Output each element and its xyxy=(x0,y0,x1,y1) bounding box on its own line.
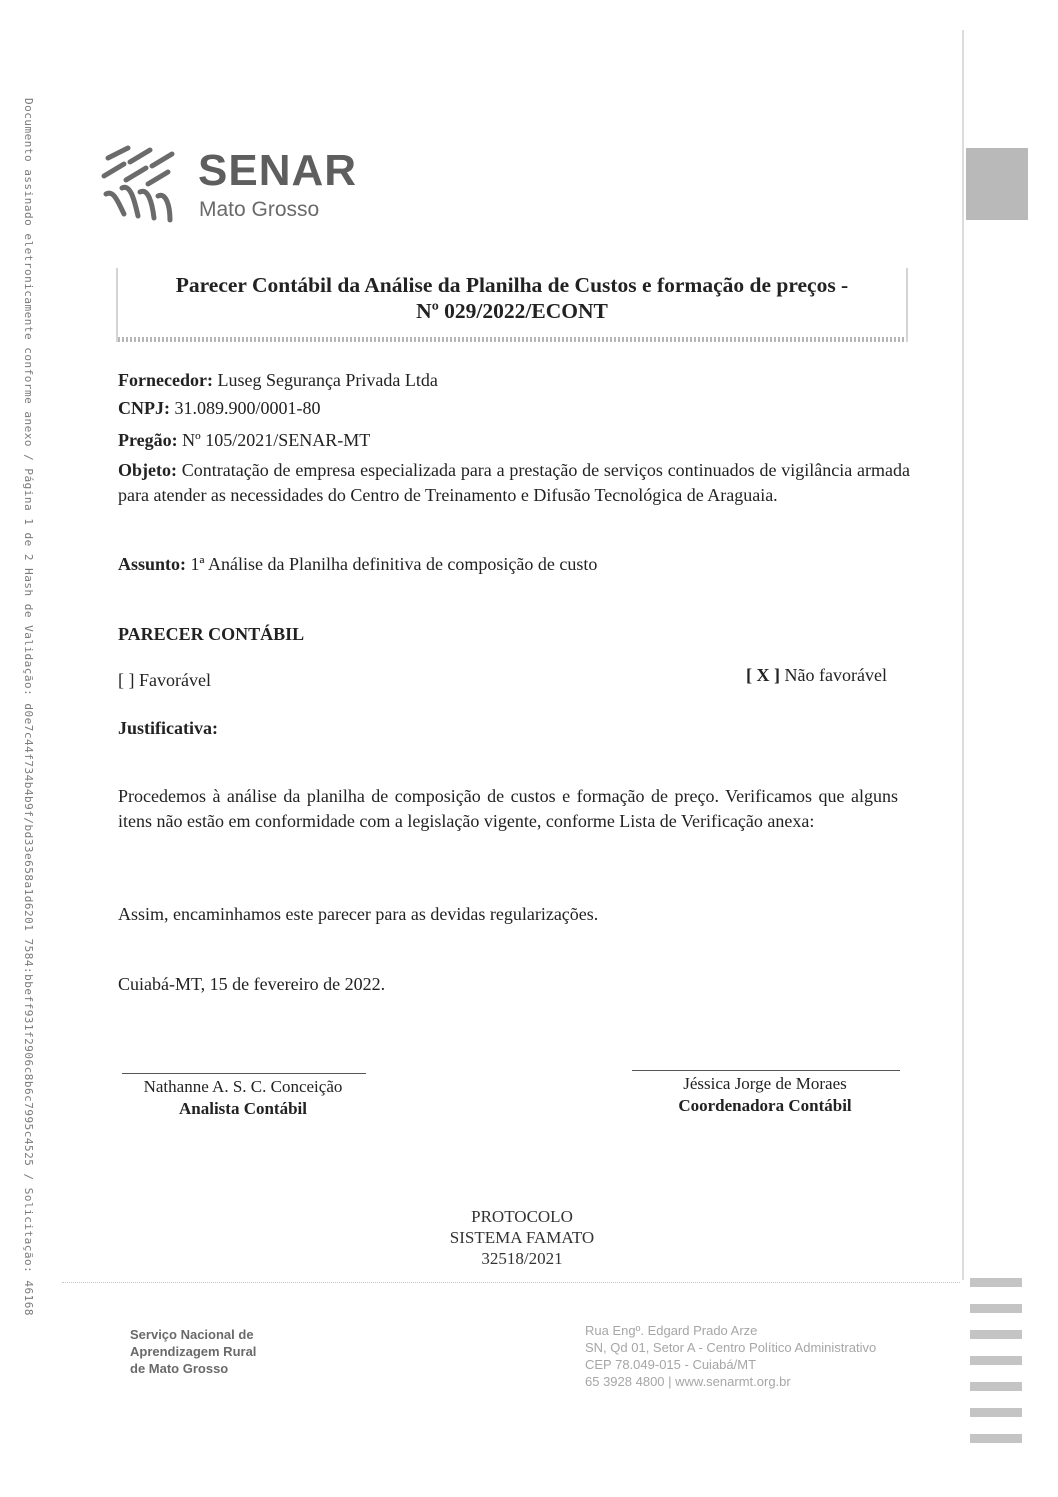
fornecedor-value: Luseg Segurança Privada Ltda xyxy=(217,370,438,390)
justificativa-heading: Justificativa: xyxy=(118,718,218,738)
title-underline xyxy=(118,337,906,342)
nao-favoravel-option xyxy=(746,663,887,687)
favoravel-label: Favorável xyxy=(139,670,211,690)
cnpj-row xyxy=(118,396,321,420)
objeto-label: Objeto: xyxy=(118,460,177,480)
title-line-1: Parecer Contábil da Análise da Planilha de Custos e formação de preços - xyxy=(175,273,849,297)
date-line: Cuiabá-MT, 15 de fevereiro de 2022. xyxy=(118,974,386,994)
assunto-label: Assunto: xyxy=(118,554,187,574)
protocol-number: 32518/2021 xyxy=(481,1249,563,1268)
objeto-paragraph xyxy=(118,458,910,508)
footer-addr-line-4: 65 3928 4800 | www.senarmt.org.br xyxy=(585,1374,791,1389)
signature-line-1 xyxy=(122,1073,366,1074)
protocol-line-1: PROTOCOLO xyxy=(471,1207,573,1226)
signature-block-2 xyxy=(630,1073,900,1117)
scan-edge-bar xyxy=(962,30,964,1280)
footer-org-line-2: Aprendizagem Rural xyxy=(130,1344,257,1359)
protocol-stamp xyxy=(400,1206,644,1269)
assunto-row xyxy=(118,552,597,576)
favoravel-checkbox: [ ] xyxy=(118,670,135,690)
signature-block-1 xyxy=(112,1076,374,1120)
conclusion-paragraph: Assim, encaminhamos este parecer para as devidas regularizações. xyxy=(118,904,599,924)
footer-organization xyxy=(130,1326,256,1377)
footer-divider xyxy=(62,1282,960,1283)
signature-line-2 xyxy=(632,1070,900,1071)
cnpj-value: 31.089.900/0001-80 xyxy=(174,398,321,418)
footer-addr-line-1: Rua Engº. Edgard Prado Arze xyxy=(585,1323,758,1338)
favoravel-option xyxy=(118,668,211,692)
pregao-value: Nº 105/2021/SENAR-MT xyxy=(182,430,371,450)
logo-name: SENAR xyxy=(198,146,358,195)
footer-addr-line-2: SN, Qd 01, Setor A - Centro Político Administrativo xyxy=(585,1340,877,1355)
signatory-role-1: Analista Contábil xyxy=(179,1099,307,1118)
digital-signature-stamp: Documento assinado eletronicamente conforme anexo / Página 1 de 2 Hash de Validação: d0e7c44f734b4b9f/bd33e658a1d6201 7584:bbeff931f2906c8b6c7995c4525 / Solicitação: 46168 xyxy=(22,98,35,1316)
title-line-2: Nº 029/2022/ECONT xyxy=(416,299,608,323)
parecer-heading: PARECER CONTÁBIL xyxy=(118,624,305,644)
footer-address xyxy=(585,1322,876,1390)
document-title xyxy=(118,268,906,324)
pregao-row xyxy=(118,428,370,452)
senar-logo-icon xyxy=(100,140,195,230)
pregao-label: Pregão: xyxy=(118,430,178,450)
justificativa-paragraph: Procedemos à análise da planilha de composição de custos e formação de preço. Verificamos que alguns itens não estão em conformidade com a legislação vigente, conforme Lista de Verificação anexa: xyxy=(118,786,898,831)
cnpj-label: CNPJ: xyxy=(118,398,170,418)
nao-favoravel-label: Não favorável xyxy=(784,665,887,685)
signatory-name-2: Jéssica Jorge de Moraes xyxy=(683,1074,847,1093)
protocol-line-2: SISTEMA FAMATO xyxy=(449,1228,595,1247)
scan-gray-strips xyxy=(970,1278,1022,1478)
objeto-value: Contratação de empresa especializada para a prestação de serviços continuados de vigilância armada para atender as necessidades do Centro de Treinamento e Difusão Tecnológica de Araguaia. xyxy=(118,460,910,505)
fornecedor-label: Fornecedor: xyxy=(118,370,213,390)
signatory-role-2: Coordenadora Contábil xyxy=(678,1096,852,1115)
footer-addr-line-3: CEP 78.049-015 - Cuiabá/MT xyxy=(585,1357,757,1372)
scan-gray-block xyxy=(966,148,1028,220)
fornecedor-row xyxy=(118,368,438,392)
footer-org-line-1: Serviço Nacional de xyxy=(130,1327,254,1342)
assunto-value: 1ª Análise da Planilha definitiva de composição de custo xyxy=(190,554,598,574)
document-title-box xyxy=(116,268,908,342)
nao-favoravel-checkbox: [ X ] xyxy=(746,665,780,685)
footer-org-line-3: de Mato Grosso xyxy=(130,1361,229,1376)
senar-logo xyxy=(100,140,370,230)
logo-subtitle: Mato Grosso xyxy=(199,198,320,221)
signatory-name-1: Nathanne A. S. C. Conceição xyxy=(143,1077,343,1096)
